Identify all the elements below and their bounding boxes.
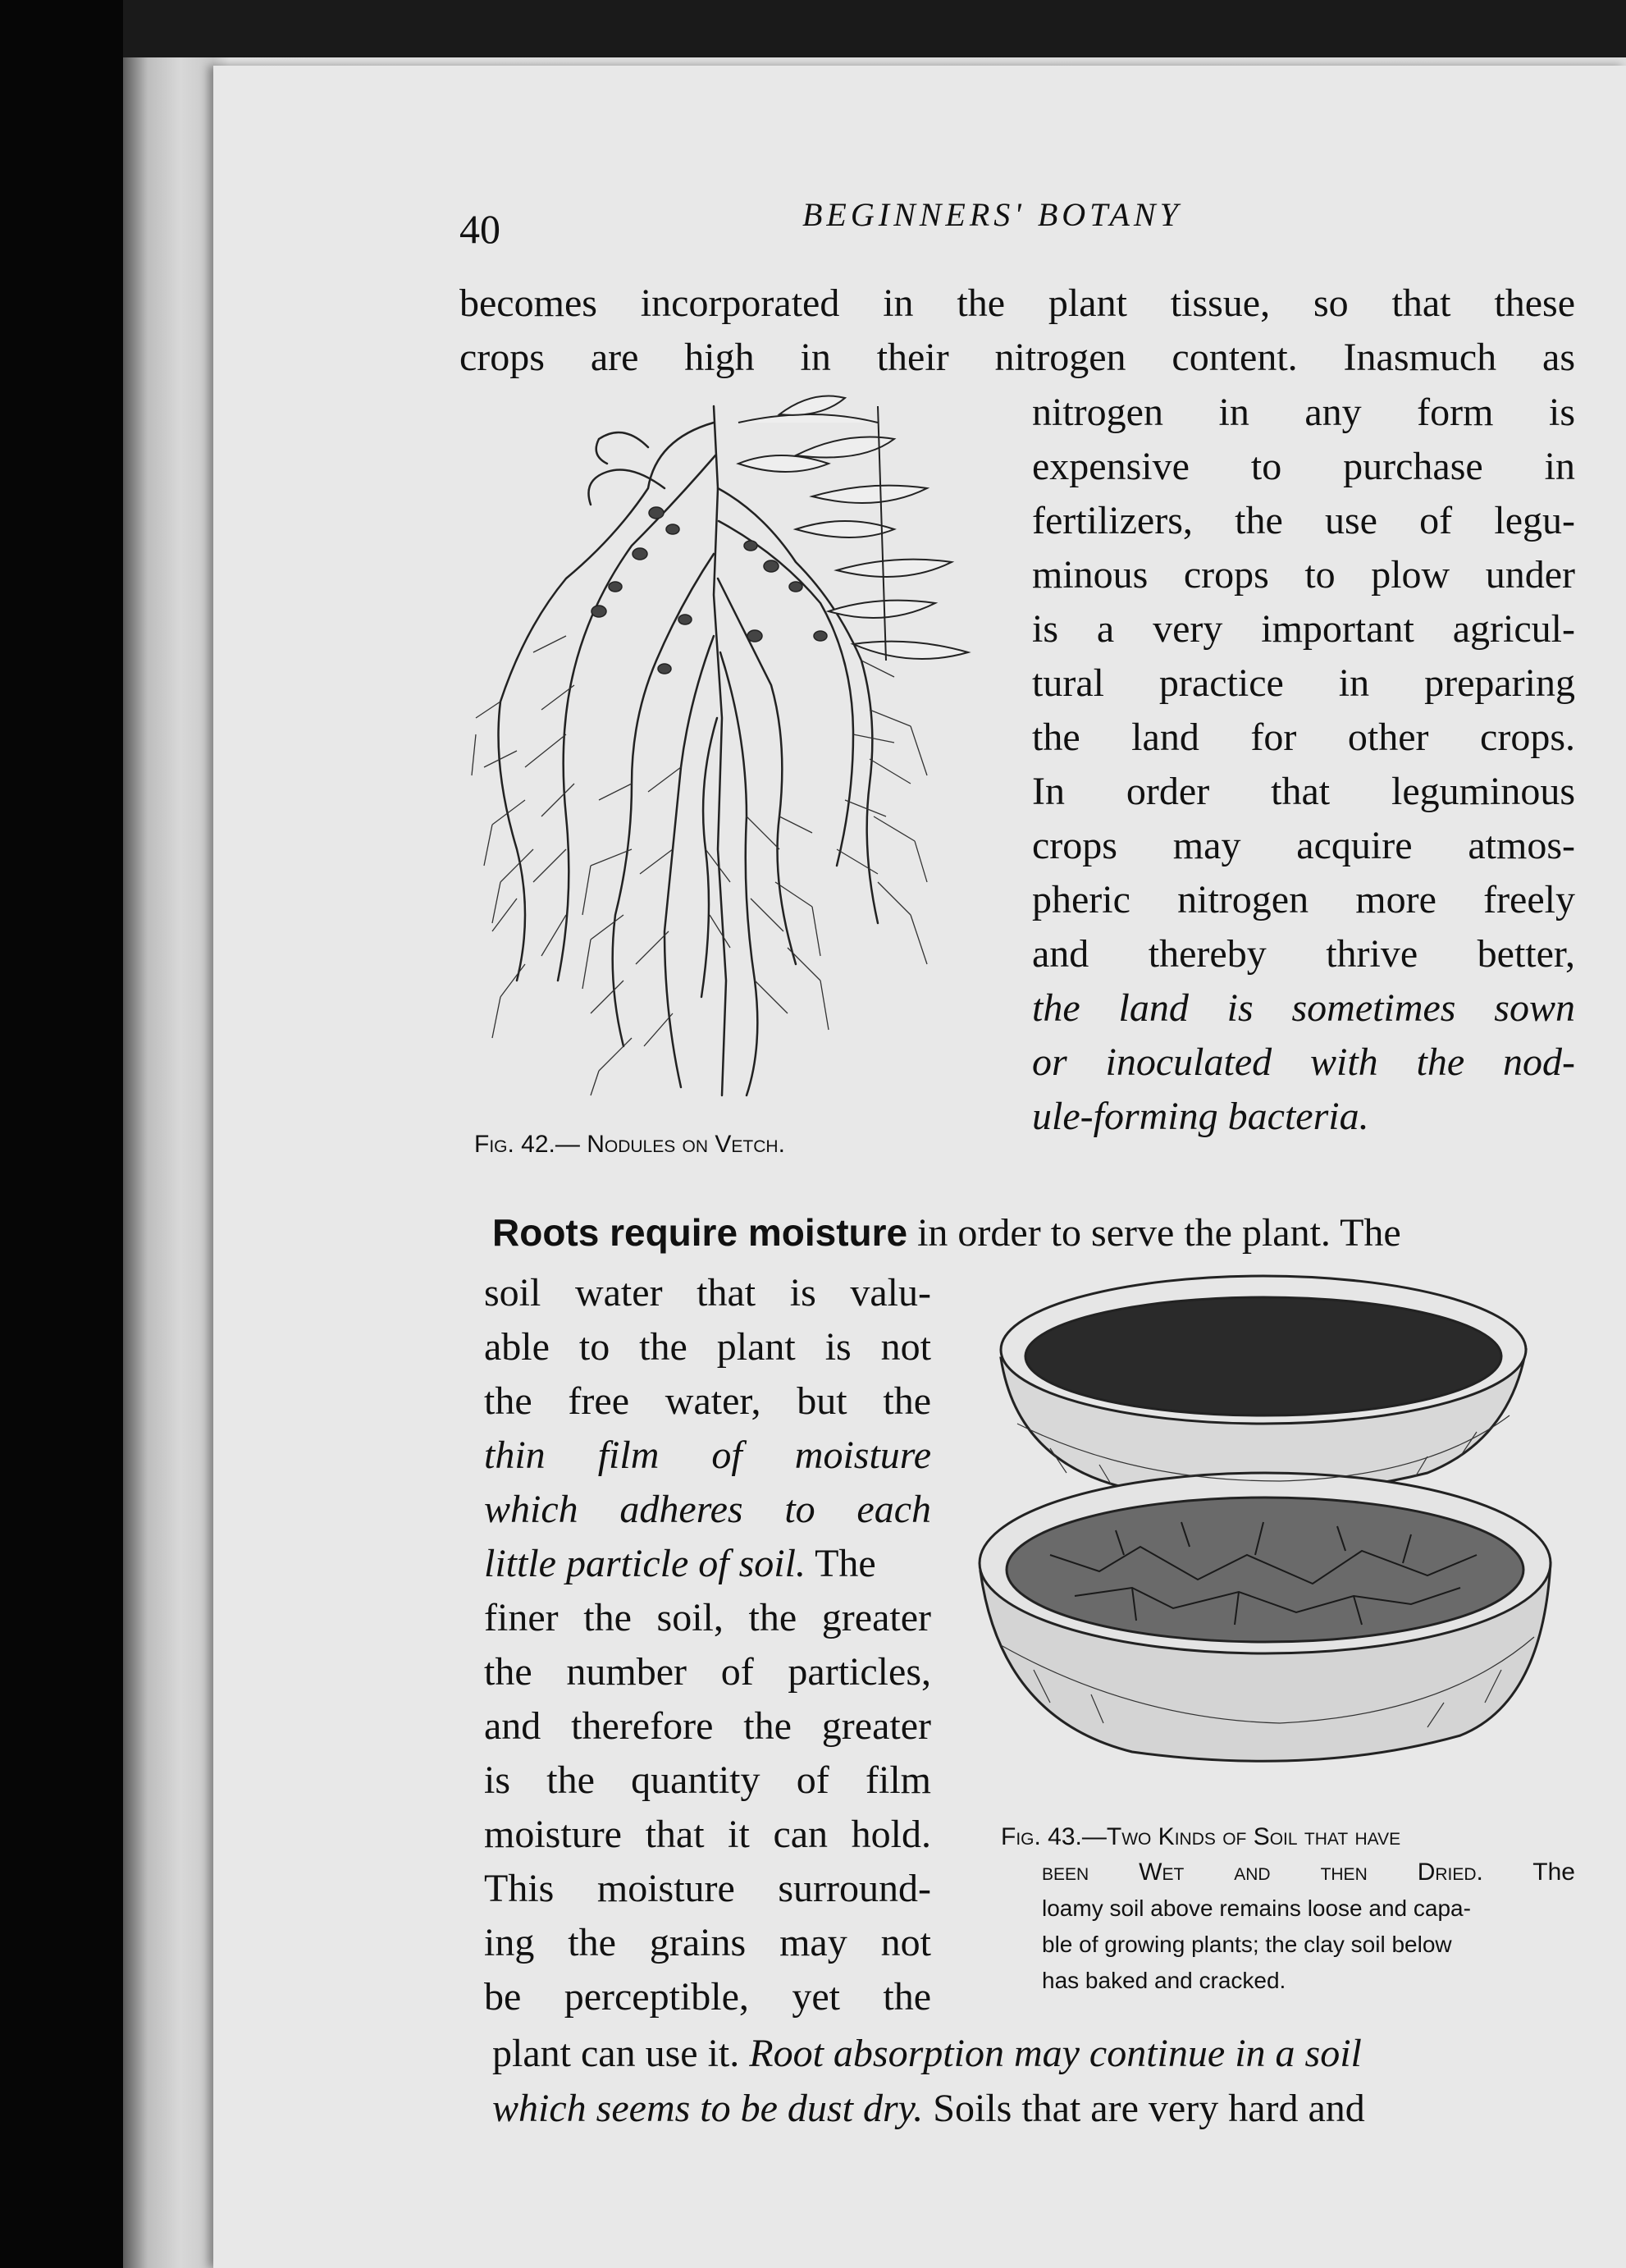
final-plain: plant can use it. [492,2032,740,2075]
figure-43-caption-line: has baked and cracked. [1042,1968,1286,1993]
figure-43-caption-line-1 [1001,1823,1400,1851]
italic-part: little particle of soil. [484,1542,806,1585]
vetch-roots-illustration [468,390,1001,1104]
side-line: expensive to purchase in [1032,445,1575,488]
side-line: and thereby thrive better, [1032,932,1575,976]
figure-42-caption-text: Fig. 42.— Nodules on Vetch. [474,1131,785,1158]
side-line: nitrogen in any form is [1032,391,1575,434]
figure-43-caption-line-2 [1042,1859,1575,1886]
side-line: fertilizers, the use of legu- [1032,499,1575,542]
italic-side-line: or inoculated with the nod- [1032,1040,1575,1084]
roots-lead-line [492,1210,1401,1255]
text-line-1: becomes incorporated in the plant tissue, so that these [459,281,1575,325]
italic-side-line: ule-forming bacteria. [1032,1095,1369,1138]
italic-left-line: which adheres to each [484,1488,931,1531]
running-title: BEGINNERS' BOTANY [802,196,1182,233]
left-line: moisture that it can hold. [484,1813,931,1856]
left-line: able to the plant is not [484,1325,931,1369]
final-italic-1: Root absorption may continue in a soil [749,2032,1362,2075]
left-line: ing the grains may not [484,1921,931,1964]
left-line: be perceptible, yet the [484,1975,931,2019]
left-line: the number of particles, [484,1650,931,1694]
figure-43-caption-title-1: Fig. 43.—Two Kinds of Soil that have [1001,1823,1401,1850]
side-line: In order that leguminous [1032,770,1575,813]
side-line: pheric nitrogen more freely [1032,878,1575,921]
side-line: is a very important agricul- [1032,607,1575,651]
mixed-left-line [484,1541,876,1586]
final-italic-2: which seems to be dust dry. [492,2087,924,2130]
side-line: the land for other crops. [1032,716,1575,759]
italic-side-line: the land is sometimes sown [1032,986,1575,1030]
figure-43-caption-title-2: been Wet and then Dried. [1042,1859,1483,1886]
roots-lead-rest: in order to serve the plant. The [917,1211,1401,1255]
side-line: tural practice in preparing [1032,661,1575,705]
left-line: is the quantity of film [484,1758,931,1802]
left-line: and therefore the greater [484,1704,931,1748]
final-line-1 [492,2031,1362,2076]
soil-pans-illustration [968,1260,1559,1785]
final-end: Soils that are very hard and [933,2087,1365,2130]
side-line: crops may acquire atmos- [1032,824,1575,867]
side-line: minous crops to plow under [1032,553,1575,597]
italic-left-line: thin film of moisture [484,1434,931,1477]
scan-edge-shadow [0,0,123,2268]
figure-43-caption-line: ble of growing plants; the clay soil below [1042,1932,1452,1957]
left-line: This moisture surround- [484,1867,931,1910]
left-line: the free water, but the [484,1379,931,1423]
figure-42-caption [474,1131,785,1159]
left-line: soil water that is valu- [484,1271,931,1315]
figure-43-caption-title-2-tail: The [1532,1859,1575,1886]
page-number: 40 [459,206,500,252]
figure-43-caption-line: loamy soil above remains loose and capa- [1042,1895,1471,1921]
left-line: finer the soil, the greater [484,1596,931,1639]
text-line-2: crops are high in their nitrogen content. Inasmuch as [459,336,1575,379]
after-italic: The [815,1542,876,1585]
final-line-2 [492,2086,1365,2131]
book-page [213,66,1626,2268]
roots-bold-lead: Roots require moisture [492,1211,908,1254]
